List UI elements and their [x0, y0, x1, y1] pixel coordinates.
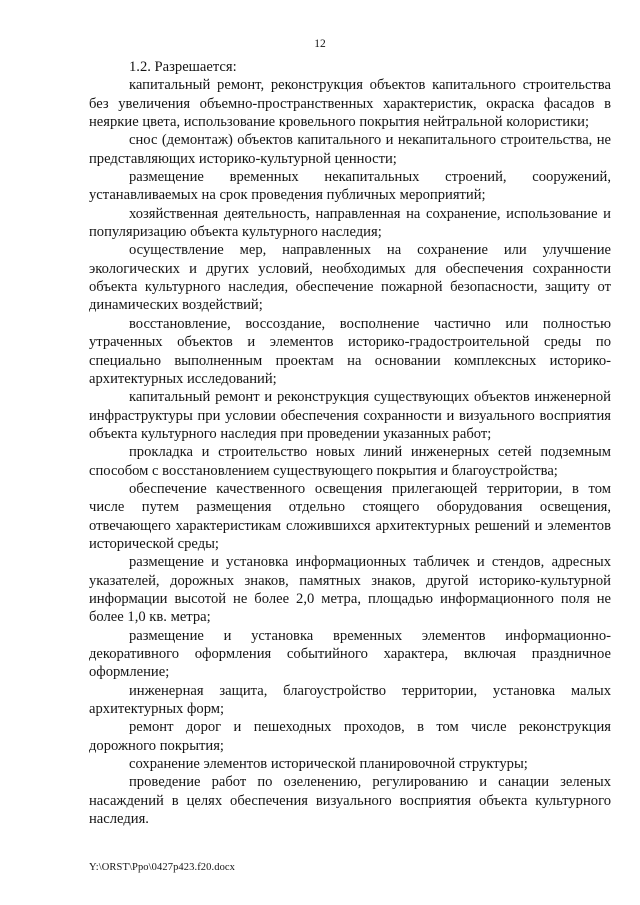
paragraph-heading: 1.2. Разрешается:	[129, 59, 237, 75]
paragraph: размещение и установка информационных табличек и стендов, адресных указателей, дорожных знаков, памятных знаков, другой историко-культурной информации высотой не более 2,0 метра, площадью информационного поля не более 1,0 кв. метра;	[89, 554, 611, 626]
paragraph: размещение и установка временных элементов информационно-декоративного оформления событийного характера, включая праздничное оформление;	[89, 627, 611, 681]
paragraph: проведение работ по озеленению, регулированию и санации зеленых насаждений в целях обеспечения визуального восприятия объекта культурного наследия.	[89, 774, 611, 828]
paragraph: снос (демонтаж) объектов капитального и некапитального строительства, не представляющих историко-культурной ценности;	[89, 132, 611, 167]
paragraph: хозяйственная деятельность, направленная на сохранение, использование и популяризацию объекта культурного наследия;	[89, 205, 611, 241]
paragraph: размещение временных некапитальных строений, сооружений, устанавливаемых на срок проведения публичных мероприятий;	[89, 169, 611, 204]
paragraph: ремонт дорог и пешеходных проходов, в том числе реконструкция дорожного покрытия;	[89, 719, 611, 754]
paragraph: инженерная защита, благоустройство территории, установка малых архитектурных форм;	[89, 682, 611, 718]
page-number: 12	[314, 38, 326, 50]
paragraph: обеспечение качественного освещения прилегающей территории, в том числе путем размещения отдельно стоящего оборудования освещения, отвечающего характеристикам сложившихся архитектурных решений и элементов исторической среды;	[89, 480, 611, 552]
paragraph: осуществление мер, направленных на сохранение или улучшение экологических и других условий, необходимых для обеспечения сохранности объекта культурного наследия, обеспечение пожарной безопасности, защиту от динамических воздействий;	[89, 242, 611, 314]
document-body	[89, 58, 611, 828]
paragraph: восстановление, воссоздание, восполнение частично или полностью утраченных объектов и элементов историко-градостроительной среды по специально выполненным проектам на основании комплексных историко-архитектурных исследований;	[89, 315, 611, 387]
paragraph: прокладка и строительство новых линий инженерных сетей подземным способом с восстановлением существующего покрытия и благоустройства;	[89, 444, 611, 479]
paragraph: сохранение элементов исторической планировочной структуры;	[129, 756, 528, 773]
paragraph: капитальный ремонт и реконструкция существующих объектов инженерной инфраструктуры при условии обеспечения сохранности и визуального восприятия объекта культурного наследия при проведении указанных работ;	[89, 389, 611, 442]
paragraph: капитальный ремонт, реконструкция объектов капитального строительства без увеличения объемно-пространственных характеристик, окраска фасадов в неяркие цвета, использование кровельного покрытия нейтральной колористики;	[89, 77, 611, 131]
footer-file-path: Y:\ORST\Ppo\0427p423.f20.docx	[89, 862, 236, 873]
